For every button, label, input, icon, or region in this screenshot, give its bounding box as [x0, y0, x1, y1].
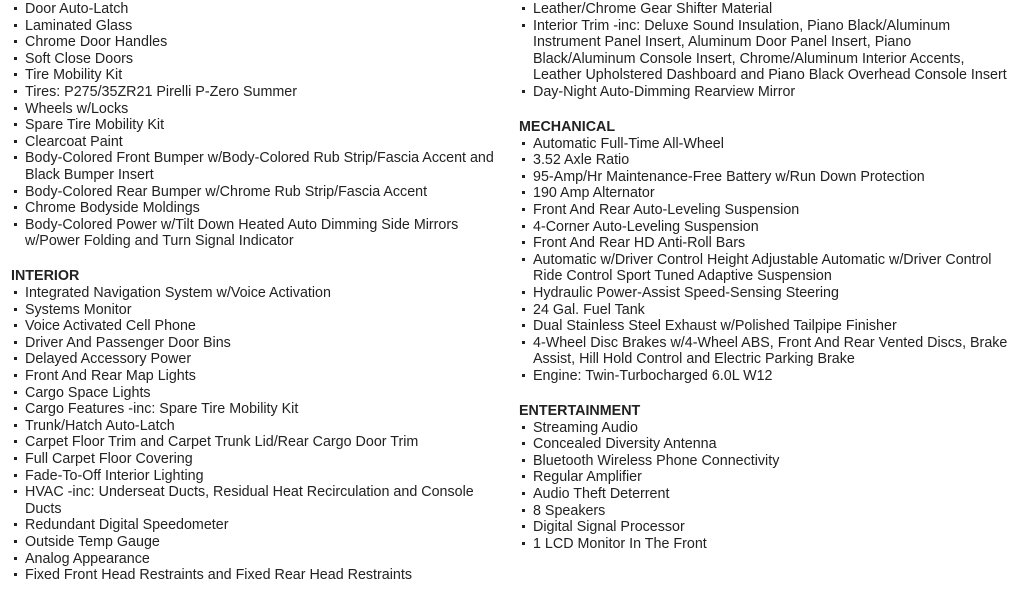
list-item: Fade-To-Off Interior Lighting — [11, 468, 496, 485]
list-item: Body-Colored Rear Bumper w/Chrome Rub Strip/Fascia Accent — [11, 184, 496, 201]
list-item: Door Auto-Latch — [11, 1, 496, 18]
list-item: Body-Colored Front Bumper w/Body-Colored Rub Strip/Fascia Accent and Black Bumper Insert — [11, 150, 496, 183]
list-item: Streaming Audio — [519, 420, 1014, 437]
section-heading: ENTERTAINMENT — [519, 403, 641, 420]
list-item: Trunk/Hatch Auto-Latch — [11, 418, 496, 435]
list-item: Spare Tire Mobility Kit — [11, 117, 496, 134]
feature-list — [11, 285, 496, 584]
list-item: Front And Rear Map Lights — [11, 368, 496, 385]
right-column — [519, 1, 1014, 571]
list-item: Regular Amplifier — [519, 469, 1014, 486]
list-item: HVAC -inc: Underseat Ducts, Residual Heat Recirculation and Console Ducts — [11, 484, 496, 517]
list-item: Tires: P275/35ZR21 Pirelli P-Zero Summer — [11, 84, 496, 101]
list-item: Chrome Bodyside Moldings — [11, 200, 496, 217]
list-item: Body-Colored Power w/Tilt Down Heated Auto Dimming Side Mirrors w/Power Folding and Turn Signal Indicator — [11, 217, 496, 250]
list-item: Dual Stainless Steel Exhaust w/Polished Tailpipe Finisher — [519, 318, 1014, 335]
list-item: Driver And Passenger Door Bins — [11, 335, 496, 352]
feature-section-mechanical — [519, 119, 1014, 385]
list-item: Leather/Chrome Gear Shifter Material — [519, 1, 1014, 18]
list-item: Hydraulic Power-Assist Speed-Sensing Steering — [519, 285, 1014, 302]
list-item: 4-Corner Auto-Leveling Suspension — [519, 219, 1014, 236]
list-item: 8 Speakers — [519, 503, 1014, 520]
feature-section-interior — [11, 268, 496, 583]
list-item: Interior Trim -inc: Deluxe Sound Insulation, Piano Black/Aluminum Instrument Panel Insert, Aluminum Door Panel Insert, Piano Black/Aluminum Console Insert, Chrome/Aluminum Interior Accents, Leather Upholstered Dashboard and Piano Black Overhead Console Insert — [519, 18, 1014, 84]
list-item: Redundant Digital Speedometer — [11, 517, 496, 534]
feature-section — [519, 1, 1014, 101]
list-item: Soft Close Doors — [11, 51, 496, 68]
list-item: Audio Theft Deterrent — [519, 486, 1014, 503]
list-item: Chrome Door Handles — [11, 34, 496, 51]
list-item: Bluetooth Wireless Phone Connectivity — [519, 453, 1014, 470]
list-item: Integrated Navigation System w/Voice Activation — [11, 285, 496, 302]
feature-section-entertainment — [519, 403, 1014, 552]
list-item: Voice Activated Cell Phone — [11, 318, 496, 335]
feature-list — [519, 136, 1014, 385]
list-item: Front And Rear HD Anti-Roll Bars — [519, 235, 1014, 252]
list-item: Automatic Full-Time All-Wheel — [519, 136, 1014, 153]
feature-list — [11, 1, 496, 250]
list-item: Analog Appearance — [11, 551, 496, 568]
list-item: Outside Temp Gauge — [11, 534, 496, 551]
list-item: Carpet Floor Trim and Carpet Trunk Lid/Rear Cargo Door Trim — [11, 434, 496, 451]
feature-list — [519, 1, 1014, 101]
list-item: Tire Mobility Kit — [11, 67, 496, 84]
list-item: 3.52 Axle Ratio — [519, 152, 1014, 169]
list-item: Fixed Front Head Restraints and Fixed Rear Head Restraints — [11, 567, 496, 584]
list-item: 4-Wheel Disc Brakes w/4-Wheel ABS, Front And Rear Vented Discs, Brake Assist, Hill Hold Control and Electric Parking Brake — [519, 335, 1014, 368]
list-item: Wheels w/Locks — [11, 101, 496, 118]
feature-list — [519, 420, 1014, 553]
feature-section — [11, 1, 496, 250]
section-heading: INTERIOR — [11, 268, 80, 285]
list-item: Engine: Twin-Turbocharged 6.0L W12 — [519, 368, 1014, 385]
list-item: Automatic w/Driver Control Height Adjustable Automatic w/Driver Control Ride Control Sport Tuned Adaptive Suspension — [519, 252, 1014, 285]
list-item: Laminated Glass — [11, 18, 496, 35]
list-item: Concealed Diversity Antenna — [519, 436, 1014, 453]
list-item: Full Carpet Floor Covering — [11, 451, 496, 468]
list-item: Systems Monitor — [11, 302, 496, 319]
list-item: Digital Signal Processor — [519, 519, 1014, 536]
list-item: Delayed Accessory Power — [11, 351, 496, 368]
list-item: Cargo Space Lights — [11, 385, 496, 402]
list-item: Front And Rear Auto-Leveling Suspension — [519, 202, 1014, 219]
list-item: Day-Night Auto-Dimming Rearview Mirror — [519, 84, 1014, 101]
list-item: 24 Gal. Fuel Tank — [519, 302, 1014, 319]
list-item: 95-Amp/Hr Maintenance-Free Battery w/Run Down Protection — [519, 169, 1014, 186]
list-item: Cargo Features -inc: Spare Tire Mobility Kit — [11, 401, 496, 418]
list-item: 190 Amp Alternator — [519, 185, 1014, 202]
list-item: Clearcoat Paint — [11, 134, 496, 151]
left-column — [11, 1, 496, 602]
section-heading: MECHANICAL — [519, 119, 616, 136]
list-item: 1 LCD Monitor In The Front — [519, 536, 1014, 553]
